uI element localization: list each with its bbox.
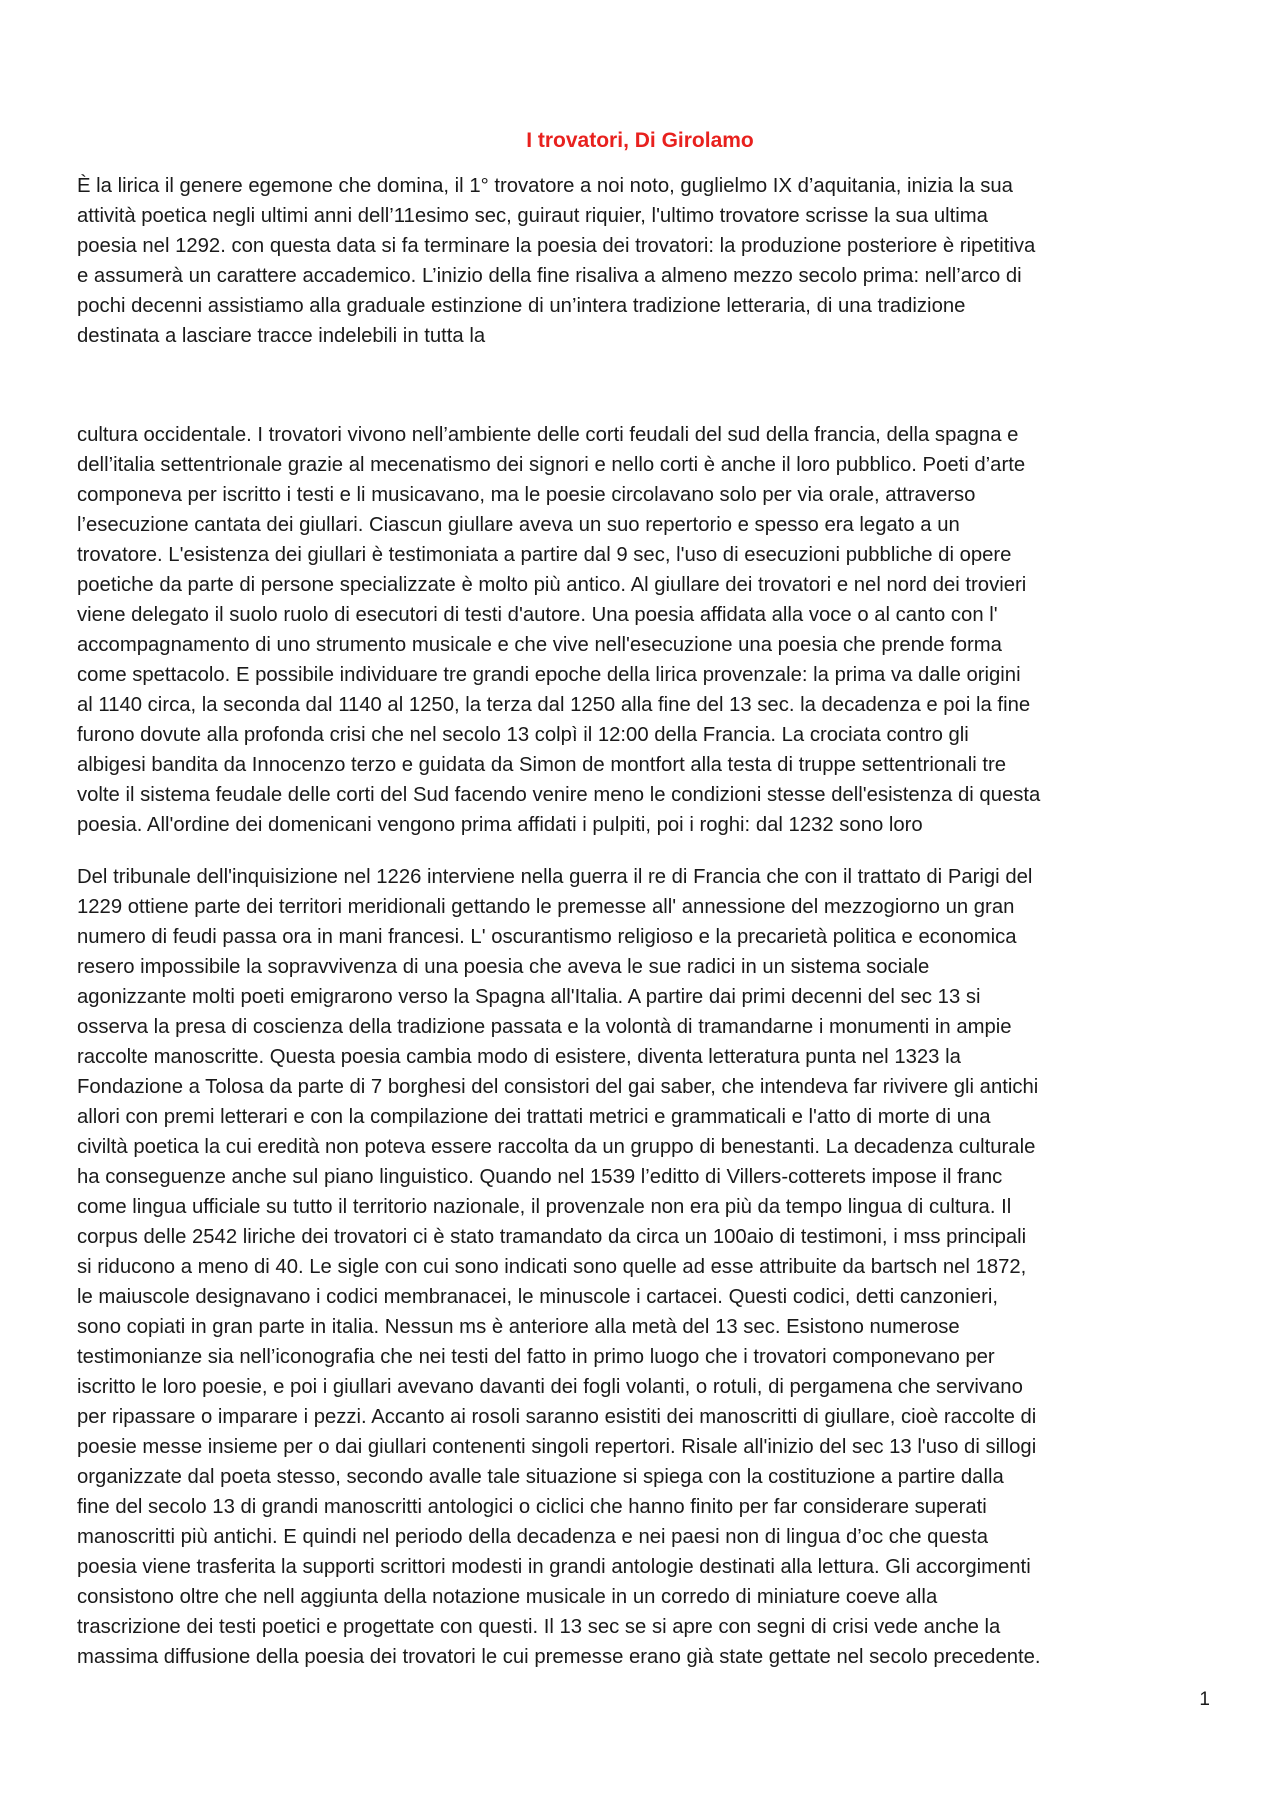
text-line: testimonianze sia nell’iconografia che nei testi del fatto in primo luogo che i trovatori componevano per bbox=[77, 1346, 995, 1368]
text-line: poesia. All'ordine dei domenicani vengono prima affidati i pulpiti, poi i roghi: dal 1232 sono loro bbox=[77, 814, 923, 836]
text-line: Fondazione a Tolosa da parte di 7 borghesi del consistori del gai saber, che intendeva far rivivere gli antichi bbox=[77, 1076, 1039, 1098]
text-line: organizzate dal poeta stesso, secondo avalle tale situazione si spiega con la costituzione a partire dalla bbox=[77, 1466, 1004, 1488]
text-line: al 1140 circa, la seconda dal 1140 al 1250, la terza dal 1250 alla fine del 13 sec. la decadenza e poi la fine bbox=[77, 694, 1031, 716]
text-line: 1229 ottiene parte dei territori meridionali gettando le premesse all' annessione del mezzogiorno un gran bbox=[77, 896, 1015, 918]
text-line: allori con premi letterari e con la compilazione dei trattati metrici e grammaticali e l'atto di morte di una bbox=[77, 1106, 991, 1128]
text-line: cultura occidentale. I trovatori vivono nell’ambiente delle corti feudali del sud della francia, della spagna e bbox=[77, 424, 1019, 446]
text-line: le maiuscole designavano i codici membranacei, le minuscole i cartacei. Questi codici, detti canzonieri, bbox=[77, 1286, 998, 1308]
text-line: resero impossibile la sopravvivenza di una poesia che aveva le sue radici in un sistema sociale bbox=[77, 956, 930, 978]
text-line: trovatore. L'esistenza dei giullari è testimoniata a partire dal 9 sec, l'uso di esecuzioni pubbliche di opere bbox=[77, 544, 1012, 566]
paragraph-1 bbox=[77, 171, 1227, 351]
text-line: dell’italia settentrionale grazie al mecenatismo dei signori e nello corti è anche il loro pubblico. Poeti d’arte bbox=[77, 454, 1026, 476]
document-title: I trovatori, Di Girolamo bbox=[526, 129, 754, 152]
text-line: come spettacolo. E possibile individuare tre grandi epoche della lirica provenzale: la prima va dalle origini bbox=[77, 664, 1021, 686]
text-line: attività poetica negli ultimi anni dell’11esimo sec, guiraut riquier, l'ultimo trovatore scrisse la sua ultima bbox=[77, 205, 988, 227]
text-line: manoscritti più antichi. E quindi nel periodo della decadenza e nei paesi non di lingua d’oc che questa bbox=[77, 1526, 989, 1548]
text-line: componeva per iscritto i testi e li musicavano, ma le poesie circolavano solo per via orale, attraverso bbox=[77, 484, 976, 506]
text-line: consistono oltre che nell aggiunta della notazione musicale in un corredo di miniature coeve alla bbox=[77, 1586, 938, 1608]
text-line: furono dovute alla profonda crisi che nel secolo 13 colpì il 12:00 della Francia. La crociata contro gli bbox=[77, 724, 969, 746]
text-line: e assumerà un carattere accademico. L’inizio della fine risaliva a almeno mezzo secolo prima: nell’arco di bbox=[77, 265, 1022, 287]
text-line: ha conseguenze anche sul piano linguistico. Quando nel 1539 l’editto di Villers-cotterets impose il franc bbox=[77, 1166, 1003, 1188]
text-line: raccolte manoscritte. Questa poesia cambia modo di esistere, diventa letteratura punta nel 1323 la bbox=[77, 1046, 961, 1068]
text-line: numero di feudi passa ora in mani francesi. L' oscurantismo religioso e la precarietà politica e economica bbox=[77, 926, 1017, 948]
text-line: poetiche da parte di persone specializzate è molto più antico. Al giullare dei trovatori e nel nord dei trovieri bbox=[77, 574, 1027, 596]
paragraph-3 bbox=[77, 862, 1227, 1672]
text-line: albigesi bandita da Innocenzo terzo e guidata da Simon de montfort alla testa di truppe settentrionali tre bbox=[77, 754, 1007, 776]
text-line: pochi decenni assistiamo alla graduale estinzione di un’intera tradizione letteraria, di una tradizione bbox=[77, 295, 966, 317]
text-line: Del tribunale dell'inquisizione nel 1226 interviene nella guerra il re di Francia che con il trattato di Parigi del bbox=[77, 866, 1033, 888]
text-line: l’esecuzione cantata dei giullari. Ciascun giullare aveva un suo repertorio e spesso era legato a un bbox=[77, 514, 960, 536]
page-number: 1 bbox=[1199, 1689, 1210, 1710]
text-line: volte il sistema feudale delle corti del Sud facendo venire meno le condizioni stesse dell'esistenza di questa bbox=[77, 784, 1041, 806]
text-line: poesia nel 1292. con questa data si fa terminare la poesia dei trovatori: la produzione posteriore è ripetitiva bbox=[77, 235, 1036, 257]
text-line: come lingua ufficiale su tutto il territorio nazionale, il provenzale non era più da tempo lingua di cultura. Il bbox=[77, 1196, 1012, 1218]
text-line: corpus delle 2542 liriche dei trovatori ci è stato tramandato da circa un 100aio di testimoni, i mss principali bbox=[77, 1226, 1027, 1248]
text-line: si riducono a meno di 40. Le sigle con cui sono indicati sono quelle ad esse attribuite da bartsch nel 1872, bbox=[77, 1256, 1027, 1278]
text-line: poesie messe insieme per o dai giullari contenenti singoli repertori. Risale all'inizio del sec 13 l'uso di sillogi bbox=[77, 1436, 1037, 1458]
text-line: iscritto le loro poesie, e poi i giullari avevano davanti dei fogli volanti, o rotuli, di pergamena che servivano bbox=[77, 1376, 1023, 1398]
paragraph-2 bbox=[77, 420, 1227, 840]
text-line: È la lirica il genere egemone che domina, il 1° trovatore a noi noto, guglielmo IX d’aquitania, inizia la sua bbox=[77, 175, 1013, 197]
text-line: massima diffusione della poesia dei trovatori le cui premesse erano già state gettate nel secolo precedente. bbox=[77, 1646, 1041, 1668]
text-line: poesia viene trasferita la supporti scrittori modesti in grandi antologie destinati alla lettura. Gli accorgimenti bbox=[77, 1556, 1031, 1578]
text-line: civiltà poetica la cui eredità non poteva essere raccolta da un gruppo di benestanti. La decadenza culturale bbox=[77, 1136, 1036, 1158]
text-line: agonizzante molti poeti emigrarono verso la Spagna all'Italia. A partire dai primi decenni del sec 13 si bbox=[77, 986, 981, 1008]
text-line: fine del secolo 13 di grandi manoscritti antologici o ciclici che hanno finito per far considerare superati bbox=[77, 1496, 987, 1518]
text-line: viene delegato il suolo ruolo di esecutori di testi d'autore. Una poesia affidata alla voce o al canto con l' bbox=[77, 604, 998, 626]
text-line: destinata a lasciare tracce indelebili in tutta la bbox=[77, 325, 486, 347]
text-line: osserva la presa di coscienza della tradizione passata e la volontà di tramandarne i monumenti in ampie bbox=[77, 1016, 1012, 1038]
text-line: accompagnamento di uno strumento musicale e che vive nell'esecuzione una poesia che prende forma bbox=[77, 634, 1002, 656]
text-line: sono copiati in gran parte in italia. Nessun ms è anteriore alla metà del 13 sec. Esistono numerose bbox=[77, 1316, 960, 1338]
text-line: per ripassare o imparare i pezzi. Accanto ai rosoli saranno esistiti dei manoscritti di giullare, cioè raccolte di bbox=[77, 1406, 1037, 1428]
text-line: trascrizione dei testi poetici e progettate con questi. Il 13 sec se si apre con segni di crisi vede anche la bbox=[77, 1616, 1001, 1638]
